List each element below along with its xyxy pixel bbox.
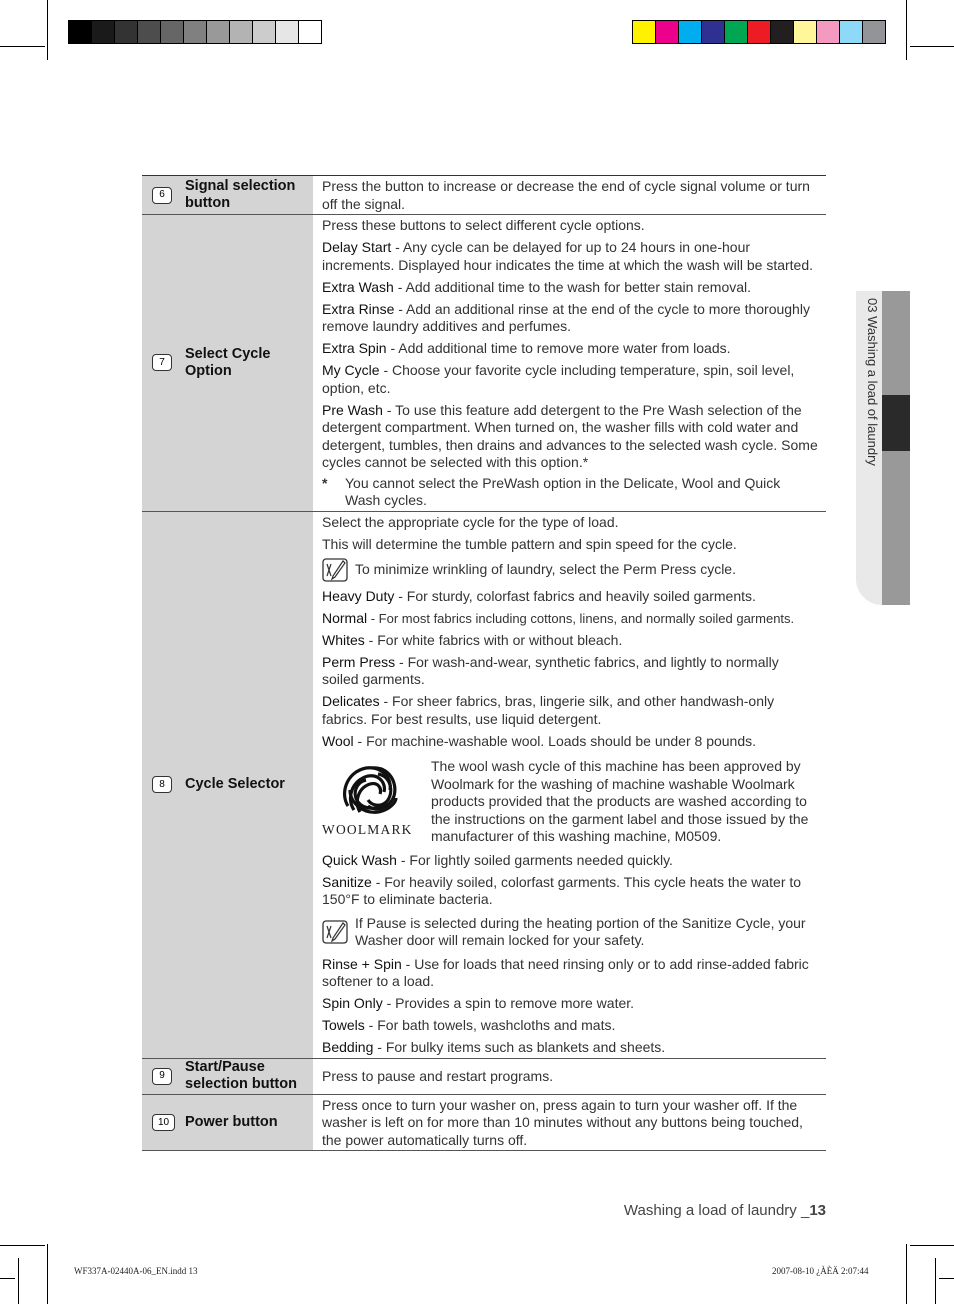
cycle-text: - For wash-and-wear, synthetic fabrics, and lightly to normally soiled garments. (322, 653, 779, 687)
crop-mark (906, 0, 907, 60)
option-text: - Add an additional rinse at the end of the cycle to more thoroughly remove laundry additives and perfumes. (322, 300, 810, 334)
page-footer (624, 1202, 826, 1219)
option-description (322, 239, 818, 274)
color-swatch (115, 21, 138, 43)
color-swatch (840, 21, 863, 43)
cycle-description (322, 956, 818, 991)
crop-mark (910, 1245, 954, 1246)
color-swatch (748, 21, 771, 43)
chapter-tab-label: 03 Washing a load of laundry (865, 298, 880, 466)
color-swatch (656, 21, 679, 43)
crop-mark (0, 1278, 15, 1279)
cycle-text: - For machine-washable wool. Loads should be under 8 pounds. (353, 732, 757, 749)
row-label-cell (142, 1058, 313, 1094)
note-icon (322, 558, 348, 582)
crop-mark (0, 1245, 45, 1246)
cycle-text: - For bath towels, washcloths and mats. (364, 1017, 616, 1033)
cycle-term: Quick Wash (322, 851, 397, 868)
row-label-cell (142, 1094, 313, 1151)
color-swatch (633, 21, 656, 43)
print-slug-left: WF337A-02440A-06_EN.indd 13 (74, 1266, 198, 1276)
crop-mark (935, 1258, 936, 1304)
color-swatch (679, 21, 702, 43)
page-number: 13 (809, 1202, 826, 1219)
cycle-description (322, 995, 818, 1013)
cycle-term: Delicates (322, 693, 380, 709)
item-number: 9 (152, 1068, 172, 1085)
option-text: - Add additional time to remove more water from loads. (386, 340, 731, 356)
item-label: Power button (185, 1113, 278, 1130)
print-slug-right: 2007-08-10 ¿ÀÈÄ 2:07:44 (772, 1266, 869, 1276)
cycle-text: - For heavily soiled, colorfast garments. This cycle heats the water to 150°F to eliminate bacteria. (322, 873, 802, 907)
cycle-term: Spin Only (322, 995, 383, 1011)
color-swatch (817, 21, 840, 43)
row-label-cell (142, 176, 313, 215)
cycle-description (322, 588, 818, 606)
table-row (142, 176, 826, 215)
option-term: Pre Wash (322, 401, 383, 418)
cycle-description (322, 852, 818, 870)
cycle-description (322, 1039, 818, 1057)
woolmark-text: The wool wash cycle of this machine has been approved by Woolmark for the washing of machine washable Woolmark products provided that the products are washed according to the instructions on the garment label and those issued by the manufacturer of this washing machine, M0509. (431, 758, 809, 844)
item-number: 7 (152, 354, 172, 371)
option-description (322, 362, 818, 397)
option-term: Extra Spin (322, 340, 387, 356)
color-swatch (299, 21, 321, 43)
cycle-term: Wool (322, 732, 354, 749)
cycle-text: - Use for loads that need rinsing only or to add rinse-added fabric softener to a load. (322, 955, 809, 989)
color-swatch (702, 21, 725, 43)
description-text: Select the appropriate cycle for the type of load. (322, 513, 619, 530)
color-swatch (230, 21, 253, 43)
control-panel-table (142, 175, 826, 1151)
cycle-term: Whites (322, 631, 365, 648)
item-number: 10 (152, 1114, 175, 1131)
note (322, 915, 818, 950)
option-text: - To use this feature add detergent to the Pre Wash selection of the detergent compartment. When turned on, the washer fills with cold water and detergent, tumbles, then drains and advances to the selected wash cycle. Some cycles cannot be selected with this option.* (322, 401, 818, 470)
color-swatch (92, 21, 115, 43)
note-icon (322, 920, 348, 944)
process-color-bar (632, 20, 886, 44)
cycle-text: - For sturdy, colorfast fabrics and heavily soiled garments. (394, 587, 756, 604)
option-term: My Cycle (322, 362, 380, 378)
option-term: Delay Start (322, 239, 392, 255)
color-swatch (207, 21, 230, 43)
option-term: Extra Rinse (322, 300, 395, 317)
row-label-cell (142, 511, 313, 1058)
crop-mark (0, 46, 45, 47)
crop-mark (939, 1278, 954, 1279)
cycle-description (322, 693, 818, 728)
option-text: - Choose your favorite cycle including temperature, spin, soil level, option, etc. (322, 362, 795, 396)
cycle-text: - For white fabrics with or without bleach. (364, 631, 623, 648)
cycle-description (322, 610, 818, 628)
cycle-text: - For lightly soiled garments needed quickly. (396, 851, 673, 868)
item-number: 6 (152, 187, 172, 204)
option-term: Extra Wash (322, 278, 394, 295)
footer-title: Washing a load of laundry _ (623, 1202, 810, 1219)
chapter-tab-marker (882, 395, 910, 451)
color-swatch (794, 21, 817, 43)
color-swatch (184, 21, 207, 43)
row-description-cell (313, 511, 826, 1058)
cycle-term: Normal (322, 609, 368, 626)
description-text: Press these buttons to select different cycle options. (322, 217, 645, 233)
item-label: Select Cycle Option (185, 345, 271, 379)
cycle-description (322, 1017, 818, 1035)
color-swatch (771, 21, 794, 43)
cycle-description (322, 874, 818, 909)
color-swatch (138, 21, 161, 43)
woolmark-block (322, 758, 818, 846)
cycle-description (322, 632, 818, 650)
crop-mark (910, 46, 954, 47)
option-description (322, 402, 818, 472)
note (322, 558, 818, 582)
note-text: To minimize wrinkling of laundry, select the Perm Press cycle. (355, 560, 736, 577)
cycle-term: Bedding (322, 1039, 374, 1055)
row-label-cell (142, 215, 313, 512)
item-label: Cycle Selector (185, 776, 285, 792)
color-swatch (863, 21, 885, 43)
woolmark-symbol-icon (320, 758, 424, 820)
description-text: Press once to turn your washer on, press again to turn your washer off. If the washer is left on for more than 10 minutes without any buttons being touched, the power automatically turns off. (322, 1096, 803, 1148)
footnote (322, 475, 818, 510)
crop-mark (47, 0, 48, 60)
table-row (142, 215, 826, 512)
row-description-cell (313, 215, 826, 512)
option-description (322, 340, 818, 358)
item-label: Start/Pause selection button (185, 1059, 297, 1092)
color-swatch (69, 21, 92, 43)
description-text: This will determine the tumble pattern and spin speed for the cycle. (322, 535, 737, 552)
woolmark-logo (320, 758, 424, 838)
crop-mark (47, 1244, 48, 1304)
cycle-term: Heavy Duty (322, 587, 395, 604)
description-text: Press to pause and restart programs. (322, 1067, 554, 1084)
description-text: Press the button to increase or decrease the end of cycle signal volume or turn off the signal. (322, 178, 810, 212)
row-description-cell (313, 1094, 826, 1151)
cycle-term: Towels (322, 1017, 365, 1033)
option-text: - Any cycle can be delayed for up to 24 hours in one-hour increments. Displayed hour indicates the time at which the wash will be started. (322, 239, 814, 273)
table-row (142, 1094, 826, 1151)
note-text: If Pause is selected during the heating portion of the Sanitize Cycle, your Washer door will remain locked for your safety. (355, 914, 806, 948)
row-description-cell (313, 176, 826, 215)
cycle-text: - Provides a spin to remove more water. (382, 995, 635, 1011)
cycle-term: Perm Press (322, 653, 396, 670)
table-row (142, 1058, 826, 1094)
woolmark-wordmark: WOOLMARK (322, 822, 413, 837)
cycle-text: - For bulky items such as blankets and sheets. (373, 1039, 666, 1055)
option-description (322, 301, 818, 336)
color-swatch (276, 21, 299, 43)
cycle-term: Sanitize (322, 873, 372, 890)
cycle-text: - For sheer fabrics, bras, lingerie silk, and other handwash-only fabrics. For best results, use liquid detergent. (322, 693, 775, 727)
color-swatch (161, 21, 184, 43)
cycle-text: - For most fabrics including cottons, linens, and normally soiled garments. (367, 610, 795, 626)
footnote-mark: * (322, 474, 328, 491)
option-text: - Add additional time to the wash for better stain removal. (393, 278, 752, 295)
color-swatch (725, 21, 748, 43)
item-number: 8 (152, 776, 172, 793)
crop-mark (906, 1244, 907, 1304)
option-description (322, 279, 818, 297)
row-description-cell (313, 1058, 826, 1094)
color-swatch (253, 21, 276, 43)
footnote-text: You cannot select the PreWash option in the Delicate, Wool and Quick Wash cycles. (345, 474, 781, 508)
item-label: Signal selection button (185, 178, 296, 211)
cycle-term: Rinse + Spin (322, 955, 402, 972)
cycle-description (322, 654, 818, 689)
cycle-description (322, 733, 818, 751)
gray-color-bar (68, 20, 322, 44)
crop-mark (18, 1258, 19, 1304)
table-row (142, 511, 826, 1058)
